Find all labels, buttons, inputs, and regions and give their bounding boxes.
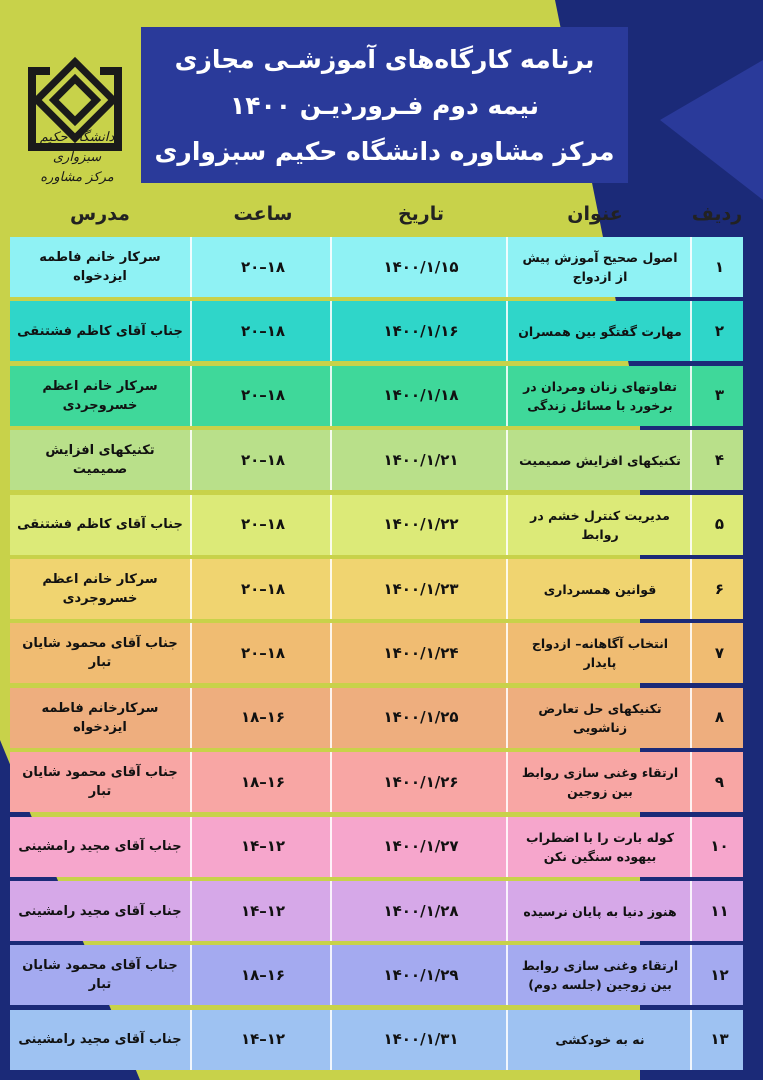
header-teacher: مدرس — [70, 203, 130, 225]
column-divider — [330, 495, 332, 555]
column-divider — [690, 430, 692, 490]
workshop-date: ۱۴۰۰/۱/۱۶ — [383, 321, 459, 340]
column-divider — [330, 559, 332, 619]
header-time: ساعت — [233, 203, 293, 225]
workshop-time: ۲۰–۱۸ — [240, 643, 286, 662]
workshop-title: ارتقاء وغنی سازی روابط بین زوجین — [521, 765, 679, 800]
workshop-time: ۲۰–۱۸ — [240, 386, 286, 405]
workshop-teacher: سرکار خانم فاطمه ایزدخواه — [39, 250, 161, 284]
column-divider — [190, 1010, 192, 1070]
workshop-time: ۲۰–۱۸ — [240, 579, 286, 598]
column-divider — [506, 881, 508, 941]
workshop-time: ۲۰–۱۸ — [240, 321, 286, 340]
column-divider — [506, 1010, 508, 1070]
column-divider — [330, 881, 332, 941]
logo-caption — [18, 128, 136, 188]
workshop-title: تکنیکهای افزایش صمیمیت — [519, 452, 681, 468]
workshop-title: نه به خودکشی — [555, 1032, 645, 1048]
workshop-title: قوانین همسرداری — [543, 581, 657, 597]
workshop-date: ۱۴۰۰/۱/۲۳ — [383, 579, 459, 598]
workshop-title: تکنیکهای حل تعارض زناشویی — [538, 700, 662, 735]
column-divider — [690, 752, 692, 812]
column-divider — [690, 945, 692, 1005]
workshop-time: ۱۸–۱۶ — [240, 965, 286, 984]
table-row — [10, 1010, 743, 1070]
table-row — [10, 559, 743, 619]
workshop-teacher: سرکار خانم اعظم خسروجردی — [42, 572, 158, 606]
workshop-date: ۱۴۰۰/۱/۲۷ — [383, 837, 459, 856]
row-number: ۹ — [714, 772, 725, 791]
workshop-teacher: تکنیکهای افزایش صمیمیت — [45, 443, 155, 478]
row-number: ۵ — [714, 515, 725, 534]
table-row — [10, 817, 743, 877]
column-divider — [190, 945, 192, 1005]
column-divider — [690, 688, 692, 748]
title-line-1: برنامه کارگاه‌های آموزشـی مجازی — [174, 45, 595, 74]
workshop-title: مدیریت کنترل خشم در روابط — [530, 507, 670, 542]
workshop-title: انتخاب آگاهانه– ازدواج پایدار — [531, 636, 669, 671]
column-divider — [506, 237, 508, 297]
column-divider — [190, 495, 192, 555]
workshop-title: تفاوتهای زنان ومردان در برخورد با مسائل زندگی — [523, 378, 677, 413]
workshop-date: ۱۴۰۰/۱/۲۹ — [383, 965, 459, 984]
workshop-date: ۱۴۰۰/۱/۲۸ — [383, 901, 459, 920]
row-number: ۱۰ — [710, 837, 729, 856]
header-num: ردیف — [691, 203, 743, 225]
workshop-time: ۱۴–۱۲ — [240, 837, 286, 856]
table-row — [10, 430, 743, 490]
title-box — [141, 27, 628, 183]
row-number: ۱۲ — [710, 965, 729, 984]
table-row — [10, 366, 743, 426]
row-number: ۸ — [714, 708, 725, 727]
column-divider — [690, 881, 692, 941]
workshop-date: ۱۴۰۰/۱/۲۲ — [383, 515, 459, 534]
column-divider — [190, 559, 192, 619]
workshop-date: ۱۴۰۰/۱/۲۵ — [383, 708, 459, 727]
column-divider — [506, 752, 508, 812]
column-divider — [690, 559, 692, 619]
workshop-time: ۱۸–۱۶ — [240, 708, 286, 727]
column-divider — [190, 237, 192, 297]
column-divider — [506, 301, 508, 361]
workshop-teacher: جناب آقای کاظم فشتنقی — [17, 323, 183, 339]
column-divider — [330, 623, 332, 683]
column-divider — [506, 366, 508, 426]
column-divider — [506, 688, 508, 748]
column-divider — [506, 559, 508, 619]
column-divider — [330, 1010, 332, 1070]
column-divider — [190, 881, 192, 941]
workshop-teacher: جناب آقای مجید رامشینی — [18, 903, 182, 919]
workshop-teacher: جناب آقای محمود شایان تبار — [22, 958, 178, 993]
column-divider — [330, 237, 332, 297]
column-divider — [330, 301, 332, 361]
column-divider — [190, 623, 192, 683]
row-number: ۶ — [714, 579, 725, 598]
column-divider — [690, 495, 692, 555]
column-divider — [330, 817, 332, 877]
column-divider — [190, 430, 192, 490]
workshop-date: ۱۴۰۰/۱/۳۱ — [383, 1030, 459, 1049]
table-row — [10, 623, 743, 683]
logo-line-university: دانشگاه حکیم سبزواری — [39, 130, 115, 165]
column-divider — [330, 366, 332, 426]
workshop-teacher: جناب آقای مجید رامشینی — [18, 1032, 182, 1048]
row-number: ۲ — [714, 321, 725, 340]
workshop-teacher: جناب آقای مجید رامشینی — [18, 839, 182, 855]
title-line-2: نیمه دوم فـروردیـن ۱۴۰۰ — [229, 91, 540, 120]
workshop-date: ۱۴۰۰/۱/۲۱ — [383, 450, 459, 469]
workshop-title: ارتقاء وغنی سازی روابط بین زوجین (جلسه دوم) — [521, 958, 679, 993]
row-number: ۱۱ — [710, 901, 729, 920]
column-divider — [190, 301, 192, 361]
row-number: ۷ — [714, 643, 725, 662]
workshop-title: مهارت گفتگو بین همسران — [518, 323, 682, 339]
table-row — [10, 945, 743, 1005]
workshop-teacher: جناب آقای کاظم فشتنقی — [17, 517, 183, 533]
workshop-date: ۱۴۰۰/۱/۱۵ — [383, 257, 459, 276]
column-divider — [330, 430, 332, 490]
workshop-date: ۱۴۰۰/۱/۲۴ — [383, 643, 459, 662]
logo-line-center: مرکز مشاوره — [40, 170, 114, 185]
workshop-date: ۱۴۰۰/۱/۱۸ — [383, 386, 459, 405]
column-divider — [190, 752, 192, 812]
workshop-time: ۱۴–۱۲ — [240, 901, 286, 920]
column-divider — [690, 623, 692, 683]
column-divider — [690, 817, 692, 877]
column-divider — [506, 945, 508, 1005]
column-divider — [506, 817, 508, 877]
workshop-title: هنوز دنیا به پایان نرسیده — [523, 903, 677, 919]
workshop-title: اصول صحیح آموزش پیش از ازدواج — [522, 250, 678, 284]
header-date: تاریخ — [397, 203, 445, 225]
workshop-time: ۲۰–۱۸ — [240, 515, 286, 534]
row-number: ۱۳ — [710, 1030, 729, 1049]
workshop-time: ۲۰–۱۸ — [240, 257, 286, 276]
column-divider — [330, 688, 332, 748]
table-row — [10, 688, 743, 748]
column-divider — [690, 1010, 692, 1070]
column-divider — [690, 237, 692, 297]
column-divider — [330, 752, 332, 812]
column-divider — [690, 366, 692, 426]
row-number: ۴ — [714, 450, 725, 469]
workshop-teacher: سرکارخانم فاطمه ایزدخواه — [41, 700, 159, 735]
column-divider — [506, 430, 508, 490]
workshop-teacher: سرکار خانم اعظم خسروجردی — [42, 378, 158, 413]
column-divider — [506, 495, 508, 555]
column-divider — [330, 945, 332, 1005]
column-divider — [690, 301, 692, 361]
workshop-time: ۱۴–۱۲ — [240, 1030, 286, 1049]
table-row — [10, 752, 743, 812]
column-divider — [506, 623, 508, 683]
column-divider — [190, 817, 192, 877]
column-divider — [190, 366, 192, 426]
table-row — [10, 301, 743, 361]
row-number: ۳ — [714, 386, 725, 405]
workshop-time: ۱۸–۱۶ — [240, 772, 286, 791]
title-line-3: مرکز مشاوره دانشگاه حکیم سبزواری — [154, 137, 615, 166]
header-title: عنوان — [567, 203, 623, 225]
table-row — [10, 495, 743, 555]
workshop-title: کوله بارت را با اضطراب بیهوده سنگین نکن — [526, 829, 674, 864]
workshop-time: ۲۰–۱۸ — [240, 450, 286, 469]
table-row — [10, 881, 743, 941]
workshop-teacher: جناب آقای محمود شایان تبار — [22, 765, 178, 800]
row-number: ۱ — [714, 257, 725, 276]
column-divider — [190, 688, 192, 748]
table-row — [10, 237, 743, 297]
workshop-date: ۱۴۰۰/۱/۲۶ — [383, 772, 459, 791]
workshop-teacher: جناب آقای محمود شایان تبار — [22, 636, 178, 671]
